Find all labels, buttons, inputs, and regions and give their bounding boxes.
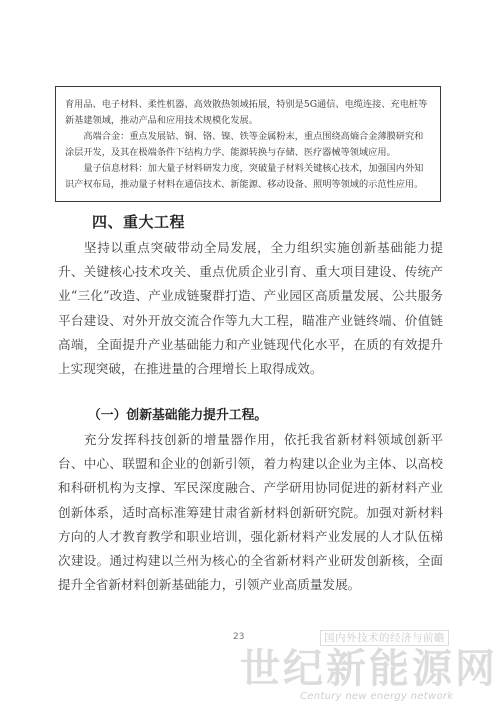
alloy-label: 高端合金： xyxy=(83,131,130,142)
body-text: 充分发挥科技创新的增量器作用，依托我省新材料领域创新平台、中心、联盟和企业的创新引领，着力构建以企业为主体、以高校和科研机构为支撑、军民深度融合、产学研用协同促进的新材料产业创新体系，适时高标准筹建甘肃省新材料创新研究院。加强对新材料方向的人才教育教学和职业培训，强化新材料产业发展的人才队伍梯次建设。通过构建以兰州为核心的全省新材料产业研发创新核，全面提升全省新材料创新基础能力，引领产业高质量发展。 xyxy=(58,432,443,593)
quantum-text: 加大量子材料研发力度，突破量子材料关键核心技术，加强国内外知识产权布局，推动量子材料在通信技术、新能源、移动设备、照明等领域的示范性应用。 xyxy=(65,163,424,190)
sub-heading: （一）创新基础能力提升工程。 xyxy=(88,408,268,423)
material-info-box xyxy=(55,86,441,202)
box-paragraph-1: 育用品、电子材料、柔性机器、高效散热领域拓展，特别是5G通信、电缆连接、充电桩等新基建领域，推动产品和应用技术规模化发展。 xyxy=(65,99,428,126)
body-paragraph xyxy=(58,428,443,597)
watermark-english: Century new energy network xyxy=(300,691,454,702)
section-heading: 四、重大工程 xyxy=(92,213,186,231)
intro-text: 坚持以重点突破带动全局发展，全力组织实施创新基础能力提升、关键核心技术攻关、重点优质企业引育、重大项目建设、传统产业“三化”改造、产业成链聚群打造、产业园区高质量发展、公共服务平台建设、对外开放交流合作等九大工程，瞄准产业链终端、价值链高端，全面提升产业基础能力和产业链现代化水平，在质的有效提升上实现突破，在推进量的合理增长上取得成效。 xyxy=(58,240,443,377)
box-paragraph-alloy xyxy=(65,129,431,161)
watermark-tagline: 国内外技术的经济与前瞻 xyxy=(320,630,449,646)
watermark-logo-text: 世纪新能源网 xyxy=(240,646,498,692)
quantum-label: 量子信息材料： xyxy=(83,163,148,174)
box-paragraph-quantum xyxy=(65,161,431,193)
page-number: 23 xyxy=(233,632,245,642)
alloy-text: 重点发展钴、铜、铬、镍、铁等金属粉末，重点围绕高熵合金薄膜研究和涂层开发，及其在极端条件下结构力学、能源转换与存储、医疗器械等领域应用。 xyxy=(65,131,424,158)
intro-paragraph xyxy=(58,236,443,381)
